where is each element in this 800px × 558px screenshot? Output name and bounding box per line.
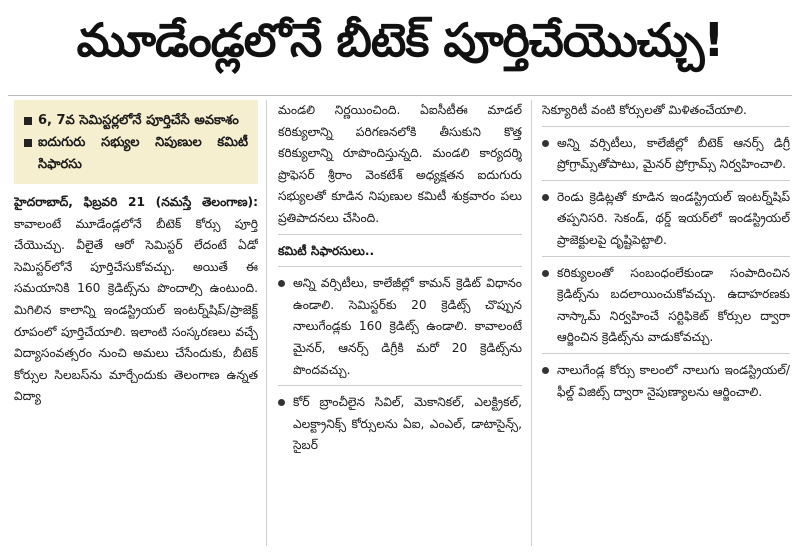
lead-paragraph: కావాలంటే మూడేండ్లలోనే బీటెక్ కోర్సు పూర్తి చేయొచ్చు. వీలైతే ఆరో సెమిస్టర్ లేదంటే ఏడో సెమిస్టర్‌లోనే పూర్తిచేసుకోవచ్చు. అయితే ఈ సమయానికి 160 క్రెడిట్స్‌ను పొందాల్సి ఉంటుంది. మిగిలిన కాలాన్ని ఇండస్ట్రియల్ ఇంటర్న్‌షిప్/ప్రాజెక్ట్ రూపంలో పూర్తిచేయాలి. ఇలాంటి సంస్కరణలు వచ్చే విద్యాసంవత్సరం నుంచి అమలు చేసేందుకు, బీటెక్ కోర్సుల సిలబస్‌ను మార్చేందుకు తెలంగాణ ఉన్నత విద్యా xyxy=(14,216,258,404)
highlight-text: 6, 7వ సెమిస్టర్లలోనే పూర్తిచేసే అవకాశం xyxy=(38,113,239,128)
recommendation-text: కరిక్యులంతో సంబంధంలేకుండా సంపాదించిన క్రెడిట్స్‌ను బదలాయించుకోవచ్చు. ఉదాహరణకు నాస్కామ్ నిర్వహించే సర్టిఫికెట్ కోర్సుల ద్వారా ఆర్జించిన క్రెడిట్స్‌ను వాడుకోవచ్చు. xyxy=(557,265,790,345)
recommendation-item xyxy=(278,273,522,381)
section-divider xyxy=(278,234,522,235)
headline: మూడేండ్లలోనే బీటెక్ పూర్తిచేయొచ్చు! xyxy=(76,13,724,67)
round-bullet-icon xyxy=(542,140,549,147)
section-divider xyxy=(542,180,790,181)
section-divider xyxy=(542,126,790,127)
recommendation-text: అన్ని వర్సిటీలు, కాలేజీల్లో కామన్ క్రెడిట్ విధానం ఉండాలి. సెమిస్టర్‌కు 20 క్రెడిట్స్ చొప్పున నాలుగేండ్లకు 160 క్రెడిట్స్ ఉండాలి. కావాలంటే మైనర్, ఆనర్స్ డిగ్రీకి మరో 20 క్రెడిట్స్‌ను పొందవచ్చు. xyxy=(293,276,522,377)
recommendation-text: రెండు క్రెడిట్లతో కూడిన ఇండస్ట్రియల్ ఇంటర్న్‌షిప్ తప్పనిసరి. సెకండ్, థర్డ్ ఇయర్‌లో ఇండస్ట్రియల్ ప్రాజెక్టులపై దృష్టిపెట్టాలి. xyxy=(557,189,790,247)
recommendation-text: అన్ని వర్సిటీలు, కాలేజీల్లో బీటెక్ ఆనర్స్ డిగ్రీ ప్రోగ్రామ్స్‌తోపాటు, మైనర్ ప్రోగ్రామ్స్ నిర్వహించాలి. xyxy=(557,135,790,172)
section-divider xyxy=(542,353,790,354)
article-body-3: సెక్యూరిటీ వంటి కోర్సులతో మిళితంచేయాలి. xyxy=(542,103,747,117)
recommendation-item xyxy=(278,392,522,457)
recommendation-item xyxy=(542,187,790,252)
section-divider xyxy=(542,256,790,257)
recommendation-text: కోర్ బ్రాంచీలైన సివిల్, మెకానికల్, ఎలక్ట్రికల్, ఎలక్ట్రానిక్స్ కోర్సులను ఏఐ, ఎంఎల్, డాటాసైన్స్, సైబర్ xyxy=(293,395,522,453)
recommendations-subhead: కమిటీ సిఫారసులు.. xyxy=(278,243,375,258)
round-bullet-icon xyxy=(542,270,549,277)
headline-divider xyxy=(8,95,792,96)
square-bullet-icon xyxy=(24,117,32,125)
column-1 xyxy=(14,100,258,408)
highlight-text: ఐదుగురు సభ్యుల నిపుణుల కమిటీ సిఫారసు xyxy=(38,135,248,172)
column-divider-1 xyxy=(266,100,267,546)
section-divider xyxy=(278,266,522,267)
square-bullet-icon xyxy=(24,139,32,147)
column-2 xyxy=(278,100,522,461)
recommendation-item xyxy=(542,360,790,403)
highlight-item xyxy=(24,110,248,132)
round-bullet-icon xyxy=(278,280,285,287)
round-bullet-icon xyxy=(542,367,549,374)
dateline: హైదరాబాద్, ఫిబ్రవరి 21 (నమస్తే తెలంగాణ): xyxy=(14,195,258,209)
recommendation-text: నాలుగేండ్ల కోర్సు కాలంలో నాలుగు ఇండస్ట్రియల్/ఫీల్డ్ విజిట్స్ ద్వారా నైపుణ్యాలను ఆర్జించాలి. xyxy=(557,362,790,399)
recommendation-item xyxy=(542,133,790,176)
highlights-box xyxy=(14,100,258,184)
highlight-item xyxy=(24,132,248,176)
round-bullet-icon xyxy=(542,194,549,201)
article-body-2: మండలి నిర్ణయించింది. ఏఐసీటీఈ మాడల్ కరిక్యులాన్ని పరిగణనలోకి తీసుకుని కొత్త కరిక్యులాన్ని రూపొందిస్తున్నది. మండలి కార్యదర్శి ప్రొఫెసర్ శ్రీరాం వెంకటేశ్ అధ్యక్షతన ఐదుగురు సభ్యులతో కూడిన నిపుణుల కమిటీ శుక్రవారం పలు ప్రతిపాదనలు చేసింది. xyxy=(278,103,522,225)
round-bullet-icon xyxy=(278,399,285,406)
section-divider xyxy=(278,385,522,386)
recommendation-item xyxy=(542,263,790,349)
column-3 xyxy=(542,100,790,407)
column-divider-2 xyxy=(531,100,532,546)
article-body-1 xyxy=(14,192,258,408)
